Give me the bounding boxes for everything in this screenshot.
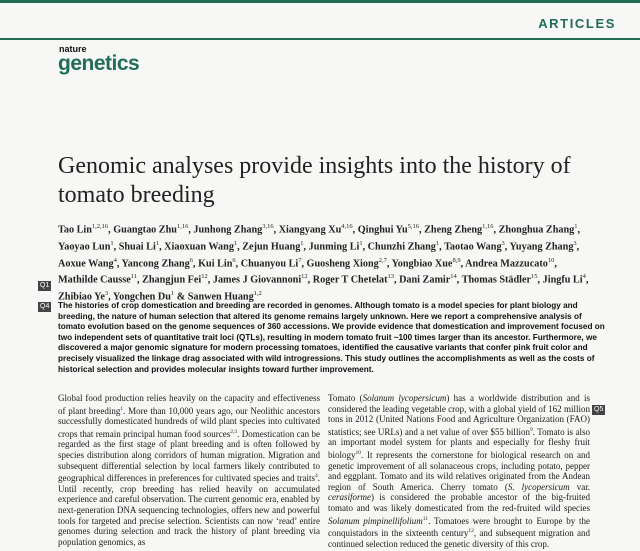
query-marker-q1: Q1 xyxy=(40,282,50,289)
top-accent-bar xyxy=(0,0,640,3)
header-rule xyxy=(0,38,640,40)
body-column-left: Global food production relies heavily on the capacity and effectiveness of plant breeding$^1$. More than 10,000 years ago, our Neolithic ancestors successfully domesticated hundreds of wild plant species into cultivated crops that remain principal human food sources$^{2,3}$. Domestication can be regarded as the first stage of plant breeding and is often followed by species distribution along corridors of human migration. Migration and subsequent differential selection by local farmers likely contributed to geographical differences in preferences for cultivated species and traits$^4$. Until recently, crop breeding has relied heavily on accumulated experience and careful observation. The current genomic era, enabled by next-generation DNA sequencing technologies, offers new and powerful tools for targeted and precise selection. Scientists can now ‘read’ entire genomes during selection and track the history of plant breeding via population genomics, as xyxy=(58,393,321,547)
abstract: The histories of crop domestication and breeding are recorded in genomes. Although tomato is a model species for plant biology and breeding, the nature of human selection that altered its genome remains largely unknown. Here we report a comprehensive analysis of tomato evolution based on the genome sequences of 360 accessions. We provide evidence that domestication and improvement focused on two independent sets of quantitative trait loci (QTLs), resulting in modern tomato fruit ~100 times larger than its ancestor. Furthermore, we discovered a major genomic signature for modern processing tomatoes, identified the causative variants that confer pink fruit color and precisely visualized the linkage drag associated with wild introgressions. This study outlines the accomplishments as well as the costs of historical selection and provides molecular insights toward further improvement. xyxy=(58,301,605,374)
logo-nature-text: nature xyxy=(59,44,87,54)
journal-logo xyxy=(58,45,139,74)
query-marker-q5: Q5 xyxy=(594,406,604,413)
author-list: Tao Lin$^{1,2,16}$, Guangtao Zhu$^{1,16}$, Junhong Zhang$^{3,16}$, Xiangyang Xu$^{4,16}$, Qinghui Yu$^{5,16}$, Zheng Zheng$^{1,16}$, Zhonghua Zhang$^1$, Yaoyao Lun$^1$, Shuai Li$^1$, Xiaoxuan Wang$^1$, Zejun Huang$^1$, Junming Li$^1$, Chunzhi Zhang$^1$, Taotao Wang$^3$, Yuyang Zhang$^3$, Aoxue Wang$^4$, Yancong Zhang$^6$, Kui Lin$^6$, Chuanyou Li$^7$, Guosheng Xiong$^{2,7}$, Yongbiao Xue$^{8,9}$, Andrea Mazzucato$^{10}$, Mathilde Causse$^{11}$, Zhangjun Fei$^{12}$, James J Giovannoni$^{12}$, Roger T Chetelat$^{13}$, Dani Zamir$^{14}$, Thomas Städler$^{15}$, Jingfu Li$^4$, Zhibiao Ye$^3$, Yongchen Du$^1$ & Sanwen Huang$^{1,2}$ xyxy=(58,223,589,303)
body-column-right: Tomato (Solanum lycopersicum) has a worldwide distribution and is considered the leading vegetable crop, with a global yield of 162 million tons in 2012 (United Nations Food and Agriculture Organization (FAO) statistics; see URLs) and a net value of over $55 billion$^9$. Tomato is also an important model system for plants and especially for fleshy fruit biology$^{10}$. It represents the cornerstone for biological research on and genetic improvement of all solanaceous crops, including potato, pepper and eggplant. Tomato and its wild relatives originated from the Andean region of South America. Cherry tomato (S. lycopersicum var. cerasiforme) is considered the probable ancestor of the big-fruited tomato and was likely domesticated from the red-fruited wild species Solanum pimpinellifolium$^{11}$. Tomatoes were brought to Europe by the conquistadors in the sixteenth century$^{12}$, and subsequent migration and continued selection reduced the genetic diversity of this crop. xyxy=(328,393,591,549)
logo-genetics-text: genetics xyxy=(58,52,140,75)
article-title: Genomic analyses provide insights into the history of tomato breeding xyxy=(58,153,571,208)
query-marker-q4: Q4 xyxy=(40,303,50,310)
section-label: ARTICLES xyxy=(538,16,616,31)
